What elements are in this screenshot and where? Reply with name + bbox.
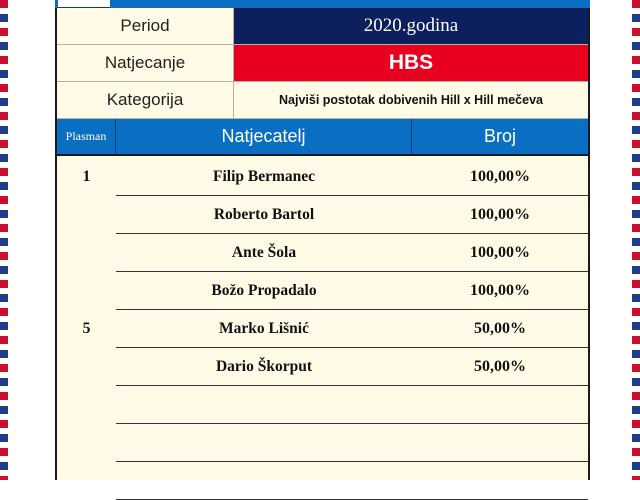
name-cell <box>116 462 412 500</box>
top-band <box>55 0 590 8</box>
rank-cell <box>57 424 116 462</box>
category-row <box>57 82 588 119</box>
value-cell <box>412 424 588 462</box>
name-cell <box>116 424 412 462</box>
competition-value: HBS <box>234 45 588 81</box>
name-cell: Dario Škorput <box>116 348 412 386</box>
value-cell: 100,00% <box>412 158 588 196</box>
table-row <box>57 196 588 234</box>
period-value: 2020.godina <box>234 8 588 44</box>
table-row <box>57 386 588 424</box>
logo-icon <box>58 0 110 8</box>
rank-cell: 5 <box>82 320 91 337</box>
table-row <box>57 310 588 348</box>
value-cell <box>412 386 588 424</box>
rank-cell <box>57 386 116 424</box>
value-cell: 50,00% <box>412 348 588 386</box>
rank-cell <box>57 196 116 234</box>
name-cell: Ante Šola <box>116 234 412 272</box>
table-header <box>57 119 588 156</box>
rank-cell <box>57 272 116 310</box>
header-broj: Broj <box>483 126 516 146</box>
category-label: Kategorija <box>57 82 234 118</box>
category-value: Najviši postotak dobivenih Hill x Hill mečeva <box>234 82 588 118</box>
name-cell <box>116 386 412 424</box>
table-row <box>57 272 588 310</box>
period-label: Period <box>57 8 234 44</box>
competition-label: Natjecanje <box>57 45 234 81</box>
value-cell: 100,00% <box>412 234 588 272</box>
value-cell: 100,00% <box>412 272 588 310</box>
name-cell: Roberto Bartol <box>116 196 412 234</box>
rank-cell <box>57 348 116 386</box>
table-row <box>57 234 588 272</box>
stats-sheet <box>55 8 590 480</box>
rank-cell: 1 <box>82 168 91 185</box>
value-cell: 100,00% <box>412 196 588 234</box>
table-row <box>57 348 588 386</box>
left-border-decoration <box>0 0 8 480</box>
table-row <box>57 462 588 500</box>
value-cell: 50,00% <box>412 310 588 348</box>
name-cell: Božo Propadalo <box>116 272 412 310</box>
header-natjecatelj: Natjecatelj <box>116 119 412 154</box>
header-plasman: Plasman <box>57 119 116 154</box>
value-cell <box>412 462 588 500</box>
name-cell: Marko Lišnić <box>116 310 412 348</box>
period-row <box>57 8 588 45</box>
name-cell: Filip Bermanec <box>116 158 412 196</box>
table-row <box>57 424 588 462</box>
right-border-decoration <box>632 0 640 480</box>
rank-cell <box>57 234 116 272</box>
rank-cell <box>57 462 116 500</box>
table-row <box>57 158 588 196</box>
competition-row <box>57 45 588 82</box>
